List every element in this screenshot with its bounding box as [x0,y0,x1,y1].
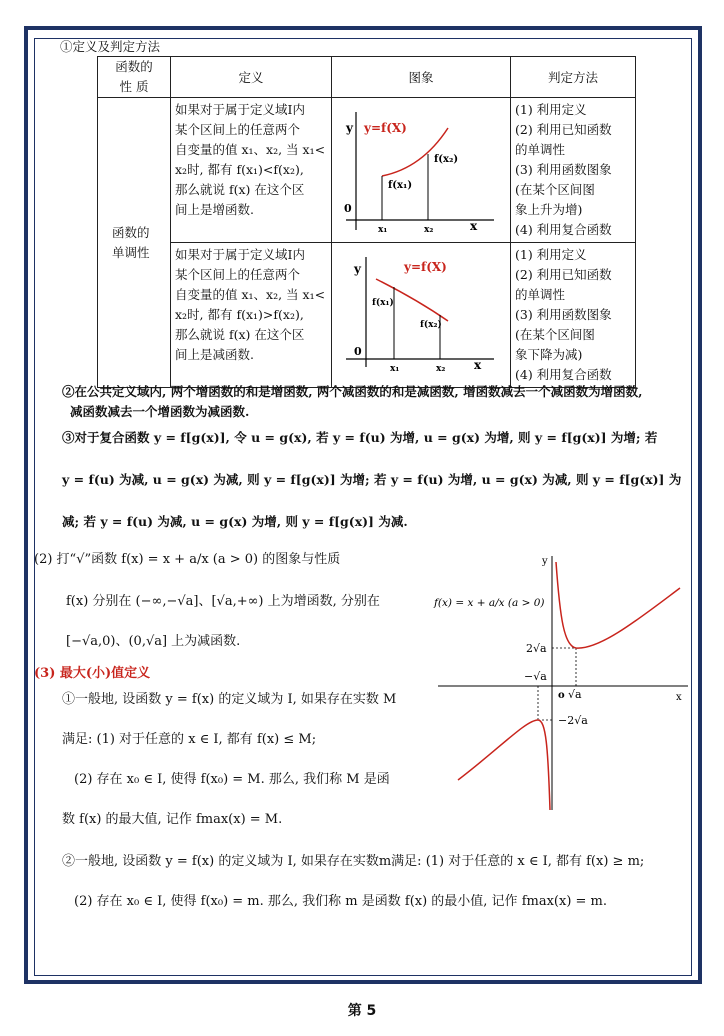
graph2-x2-label: x₂ [436,364,446,374]
graph1-f1-label: f(x₁) [388,180,413,191]
min-value-definition: ②一般地, 设函数 y = f(x) 的定义域为 I, 如果存在实数m满足: (1) 对于任意的 x ∈ I, 都有 f(x) ≥ m; (2) 存在 x₀ ∈ I, 使得 f(x₀) = m. 那么, 我们称 m 是函数 f(x) 的最小值, 记作 fmax(x) = m. [62,854,645,909]
increasing-graph-cell [332,98,511,243]
hook-graph-neg-sqrt-a: −√a [524,670,547,683]
graph2-f2-label: f(x₂) [420,320,442,330]
hook-graph-neg-2sqrt-a: −2√a [558,714,588,727]
graph1-origin: 0 [344,202,352,215]
header-method: 判定方法 [511,57,636,98]
graph1-x-label: x [470,219,478,233]
graph1-y-label: y [346,121,353,135]
hook-graph-sqrt-a: √a [568,688,582,701]
graph1-function-label: y=f(X) [364,121,407,135]
graph2-f1-label: f(x₁) [372,298,394,308]
header-property: 函数的性 质 [98,57,171,98]
hook-graph-origin: o [558,690,565,701]
graph1-x2-label: x₂ [424,225,434,235]
hook-graph-formula: f(x) = x + a/x (a > 0) [434,597,545,609]
hook-increasing-intervals: f(x) 分别在 (−∞,−√a]、[√a,+∞) 上为增函数, 分别在 [66,594,380,609]
hook-function-graph [430,548,692,818]
graph2-x1-label: x₁ [390,364,400,374]
hook-graph-x-label: x [676,692,682,703]
max-value-definition: ①一般地, 设函数 y = f(x) 的定义域为 I, 如果存在实数 M 满足: (1) 对于任意的 x ∈ I, 都有 f(x) ≤ M; (2) 存在 x₀ ∈ I, 使得 f(x₀) = M. 那么, 我们称 M 是函 数 f(x) 的最大值, 记作 fmax(x) = M. [62,692,397,827]
graph1-x1-label: x₁ [378,225,388,235]
page-number: 第 5 [347,1003,377,1019]
increasing-definition: 如果对于属于定义域I内 某个区间上的任意两个 自变量的值 x₁、x₂, 当 x₁< x₂时, 都有 f(x₁)<f(x₂), 那么就说 f(x) 在这个区 间上是增函数. [171,98,332,243]
increasing-graph [332,98,510,238]
graph2-function-label: y=f(X) [404,260,447,274]
section-title-definition: ①定义及判定方法 [60,39,161,54]
row-label-monotonicity: 函数的单调性 [98,98,171,388]
header-definition: 定义 [171,57,332,98]
hook-graph-2sqrt-a: 2√a [526,642,547,655]
graph1-f2-label: f(x₂) [434,154,459,165]
graph2-origin: 0 [354,345,362,358]
decreasing-graph-cell [332,243,511,388]
decreasing-graph [332,243,510,383]
increasing-methods: (1) 利用定义 (2) 利用已知函数 的单调性 (3) 利用函数图象 (在某个区间图 象上升为增) (4) 利用复合函数 [511,98,636,243]
section-title-extrema: (3) 最大(小)值定义 [34,666,151,681]
hook-decreasing-intervals: [−√a,0)、(0,√a] 上为减函数. [66,634,241,649]
hook-graph-y-label: y [542,556,548,567]
header-graph: 图象 [332,57,511,98]
graph2-y-label: y [354,262,361,276]
decreasing-definition: 如果对于属于定义域I内 某个区间上的任意两个 自变量的值 x₁、x₂, 当 x₁< x₂时, 都有 f(x₁)>f(x₂), 那么就说 f(x) 在这个区 间上是减函数. [171,243,332,388]
graph2-x-label: x [474,358,482,372]
monotonicity-table [97,56,636,388]
paragraph-composite-rule: ③对于复合函数 y = f[g(x)], 令 u = g(x), 若 y = f(u) 为增, u = g(x) 为增, 则 y = f[g(x)] 为增; 若 y = f(u) 为减, u = g(x) 为减, 则 y = f[g(x)] 为增; 若 y = f(u) 为增, u = g(x) 为减, 则 y = f[g(x)] 为 减; 若 y = f(u) 为减, u = g(x) 为增, 则 y = f[g(x)] 为减. [62,430,682,529]
hook-function-title: (2) 打“√”函数 f(x) = x + a/x (a > 0) 的图象与性质 [34,552,341,567]
decreasing-methods: (1) 利用定义 (2) 利用已知函数 的单调性 (3) 利用函数图象 (在某个区间图 象下降为减) (4) 利用复合函数 [511,243,636,388]
paragraph-sum-rule: ②在公共定义域内, 两个增函数的和是增函数, 两个减函数的和是减函数, 增函数减去一个减函数为增函数, 减函数减去一个增函数为减函数. [62,384,643,419]
